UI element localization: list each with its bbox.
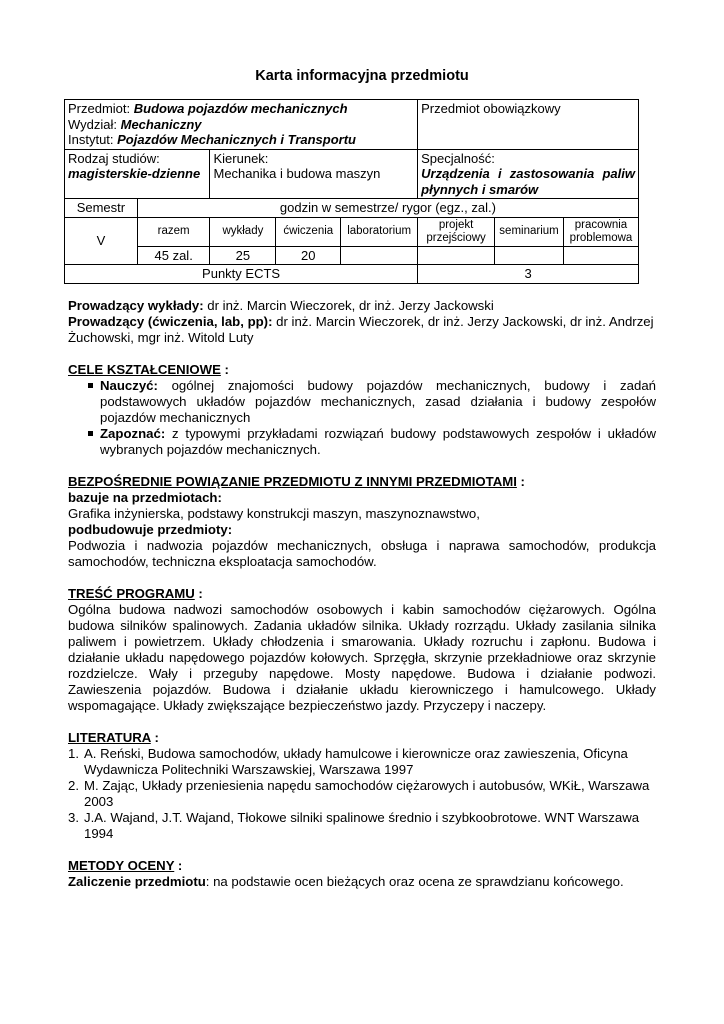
table-row xyxy=(65,100,639,150)
bullet-icon xyxy=(88,431,93,436)
assessment-text: Zaliczenie przedmiotu: na podstawie ocen bieżących oraz ocena ze sprawdzianu końcowego. xyxy=(68,874,624,889)
semester-value: V xyxy=(65,217,138,265)
program-heading: TREŚĆ PROGRAMU : xyxy=(68,586,203,601)
list-item: 2. M. Zając, Układy przeniesienia napędu samochodów ciężarowych i autobusów, WKiŁ, Warszawa 2003 xyxy=(68,778,650,809)
course-name: Budowa pojazdów mechanicznych xyxy=(133,101,348,116)
ects-label: Punkty ECTS xyxy=(65,265,418,284)
hours-cell xyxy=(495,246,564,265)
hours-cell xyxy=(564,246,639,265)
hours-cell: 25 xyxy=(210,246,276,265)
table-row xyxy=(65,265,639,284)
course-status: Przedmiot obowiązkowy xyxy=(418,100,639,150)
program-text: Ogólna budowa nadwozi samochodów osobowych i kabin samochodów ciężarowych. Ogólna budowa silników spalinowych. Zadania układów silnika. Układy rozrządu. Układy zasilania silnika paliwem i powietrzem. Układy chłodzenia i smarowania. Układy rozruchu i zapłonu. Budowa i działanie układu napędowego pojazdów kołowych. Sprzęgła, skrzynie przekładniowe oraz skrzynie rozdzielcze. Wały i przeguby napędowe. Mosty napędowe. Budowa i działanie podwozi. Zawieszenia pojazdów. Budowa i działanie układu kierowniczego i hamulcowego. Układy wspomagające. Układy zwiększające bezpieczeństwo jazdy. Przyczepy i naczepy. xyxy=(68,602,656,713)
list-item: Nauczyć: ogólnej znajomości budowy pojazdów mechanicznych, budowy i zadań podstawowych układów pojazdów mechanicznych, zasad działania i budowy zespołów pojazdów mechanicznych xyxy=(68,378,656,426)
course-info-table xyxy=(64,99,639,284)
list-item: 3. J.A. Wajand, J.T. Wajand, Tłokowe silniki spalinowe średnio i szybkoobrotowe. WNT Warszawa 1994 xyxy=(68,810,640,841)
list-item: Zapoznać: z typowymi przykładami rozwiązań budowy podstawowych zespołów i układów wybranych pojazdów mechanicznych. xyxy=(68,426,656,458)
field-of-study-cell: Kierunek: Mechanika i budowa maszyn xyxy=(210,149,418,199)
goals-heading: CELE KSZTAŁCENIOWE : xyxy=(68,362,229,377)
hours-cell: 45 zal. xyxy=(137,246,210,265)
column-header: wykłady xyxy=(210,217,276,246)
lecturers: Prowadzący wykłady: dr inż. Marcin Wieczorek, dr inż. Jerzy Jackowski xyxy=(68,298,494,313)
hours-label: godzin w semestrze/ rygor (egz., zal.) xyxy=(137,199,638,218)
assessment-heading: METODY OCENY : xyxy=(68,858,183,873)
ects-value: 3 xyxy=(418,265,639,284)
hours-cell xyxy=(418,246,495,265)
instructors: Prowadzący (ćwiczenia, lab, pp): dr inż. Marcin Wieczorek, dr inż. Jerzy Jackowski, dr inż. Andrzej Żuchowski, mgr inż. Witold Luty xyxy=(68,314,654,345)
hours-cell xyxy=(341,246,418,265)
course-name-cell: Przedmiot: Budowa pojazdów mechanicznych Wydział: Mechaniczny Instytut: Pojazdów Mechanicznych i Transportu xyxy=(65,100,418,150)
faculty-name: Mechaniczny xyxy=(120,116,202,132)
column-header: laboratorium xyxy=(341,217,418,246)
institute-name: Pojazdów Mechanicznych i Transportu xyxy=(117,132,356,147)
specialization-cell: Specjalność: Urządzenia i zastosowania paliw płynnych i smarów xyxy=(418,149,639,199)
column-header: seminarium xyxy=(495,217,564,246)
literature-list xyxy=(68,746,656,842)
table-row xyxy=(65,199,639,218)
bullet-icon xyxy=(88,383,93,388)
semester-label: Semestr xyxy=(65,199,138,218)
list-item: 1. A. Reński, Budowa samochodów, układy hamulcowe i kierownicze oraz zawieszenia, Oficyna Wydawnicza Politechniki Warszawskiej, Warszawa 1997 xyxy=(68,746,628,777)
table-row xyxy=(65,149,639,199)
column-header: ćwiczenia xyxy=(276,217,341,246)
hours-cell: 20 xyxy=(276,246,341,265)
column-header: razem xyxy=(137,217,210,246)
page-title: Karta informacyjna przedmiotu xyxy=(255,68,469,84)
study-type-cell: Rodzaj studiów: magisterskie-dzienne xyxy=(65,149,210,199)
column-header: projekt przejściowy xyxy=(418,217,495,246)
goals-list xyxy=(68,378,656,458)
related-subjects-heading: BEZPOŚREDNIE POWIĄZANIE PRZEDMIOTU Z INNYMI PRZEDMIOTAMI : xyxy=(68,474,525,489)
table-row xyxy=(65,246,639,265)
table-row xyxy=(65,217,639,246)
literature-heading: LITERATURA : xyxy=(68,730,159,745)
column-header: pracownia problemowa xyxy=(564,217,639,246)
course-details: Prowadzący wykłady: dr inż. Marcin Wieczorek, dr inż. Jerzy Jackowski Prowadzący (ćwiczenia, lab, pp): dr inż. Marcin Wieczorek, dr inż. Jerzy Jackowski, dr inż. Andrzej Żuchowski, mgr inż. Witold Luty CELE KSZTAŁCENIOWE : Nauczyć: ogólnej znajomości budowy pojazdów mechanicznych, budowy i zadań podstawowych układów pojazdów mechanicznych, zasad działania i budowy zespołów pojazdów mechanicznych Zapoznać: z typowymi przykładami rozwiązań budowy podstawowych zespołów i układów wybranych pojazdów mechanicznych. BEZPOŚREDNIE POWIĄZANIE PRZEDMIOTU Z INNYMI PRZEDMIOTAMI : bazuje na przedmiotach: Grafika inżynierska, podstawy konstrukcji maszyn, maszynoznawstwo, podbudowuje przedmioty: Podwozia i nadwozia pojazdów mechanicznych, obsługa i naprawa samochodów, produkcja samochodów, techniczna eksploatacja samochodów. TREŚĆ PROGRAMU : Ogólna budowa nadwozi samochodów osobowych i kabin samochodów ciężarowych. Ogólna budowa silników spalinowych. Zadania układów silnika. Układy rozrządu. Układy zasilania silnika paliwem i powietrzem. Układy chłodzenia i smarowania. Układy rozruchu i zapłonu. Budowa i działanie układu napędowego pojazdów kołowych. Sprzęgła, skrzynie przekładniowe oraz skrzynie rozdzielcze. Wały i przeguby napędowe. Mosty napędowe. Budowa i działanie podwozi. Zawieszenia pojazdów. Budowa i działanie układu kierowniczego i hamulcowego. Układy wspomagające. Układy zwiększające bezpieczeństwo jazdy. Przyczepy i naczepy. LITERATURA : 1. A. Reński, Budowa samochodów, układy hamulcowe i kierownicze oraz zawieszenia, Oficyna Wydawnicza Politechniki Warszawskiej, Warszawa 1997 2. M. Zając, Układy przeniesienia napędu samochodów ciężarowych i autobusów, WKiŁ, Warszawa 2003 3. J.A. Wajand, J.T. Wajand, Tłokowe silniki spalinowe średnio i szybkoobrotowe. WNT Warszawa 1994 METODY OCENY : Zaliczenie przedmiotu: na podstawie ocen bieżących oraz ocena ze sprawdzianu końcowego. xyxy=(68,298,656,889)
